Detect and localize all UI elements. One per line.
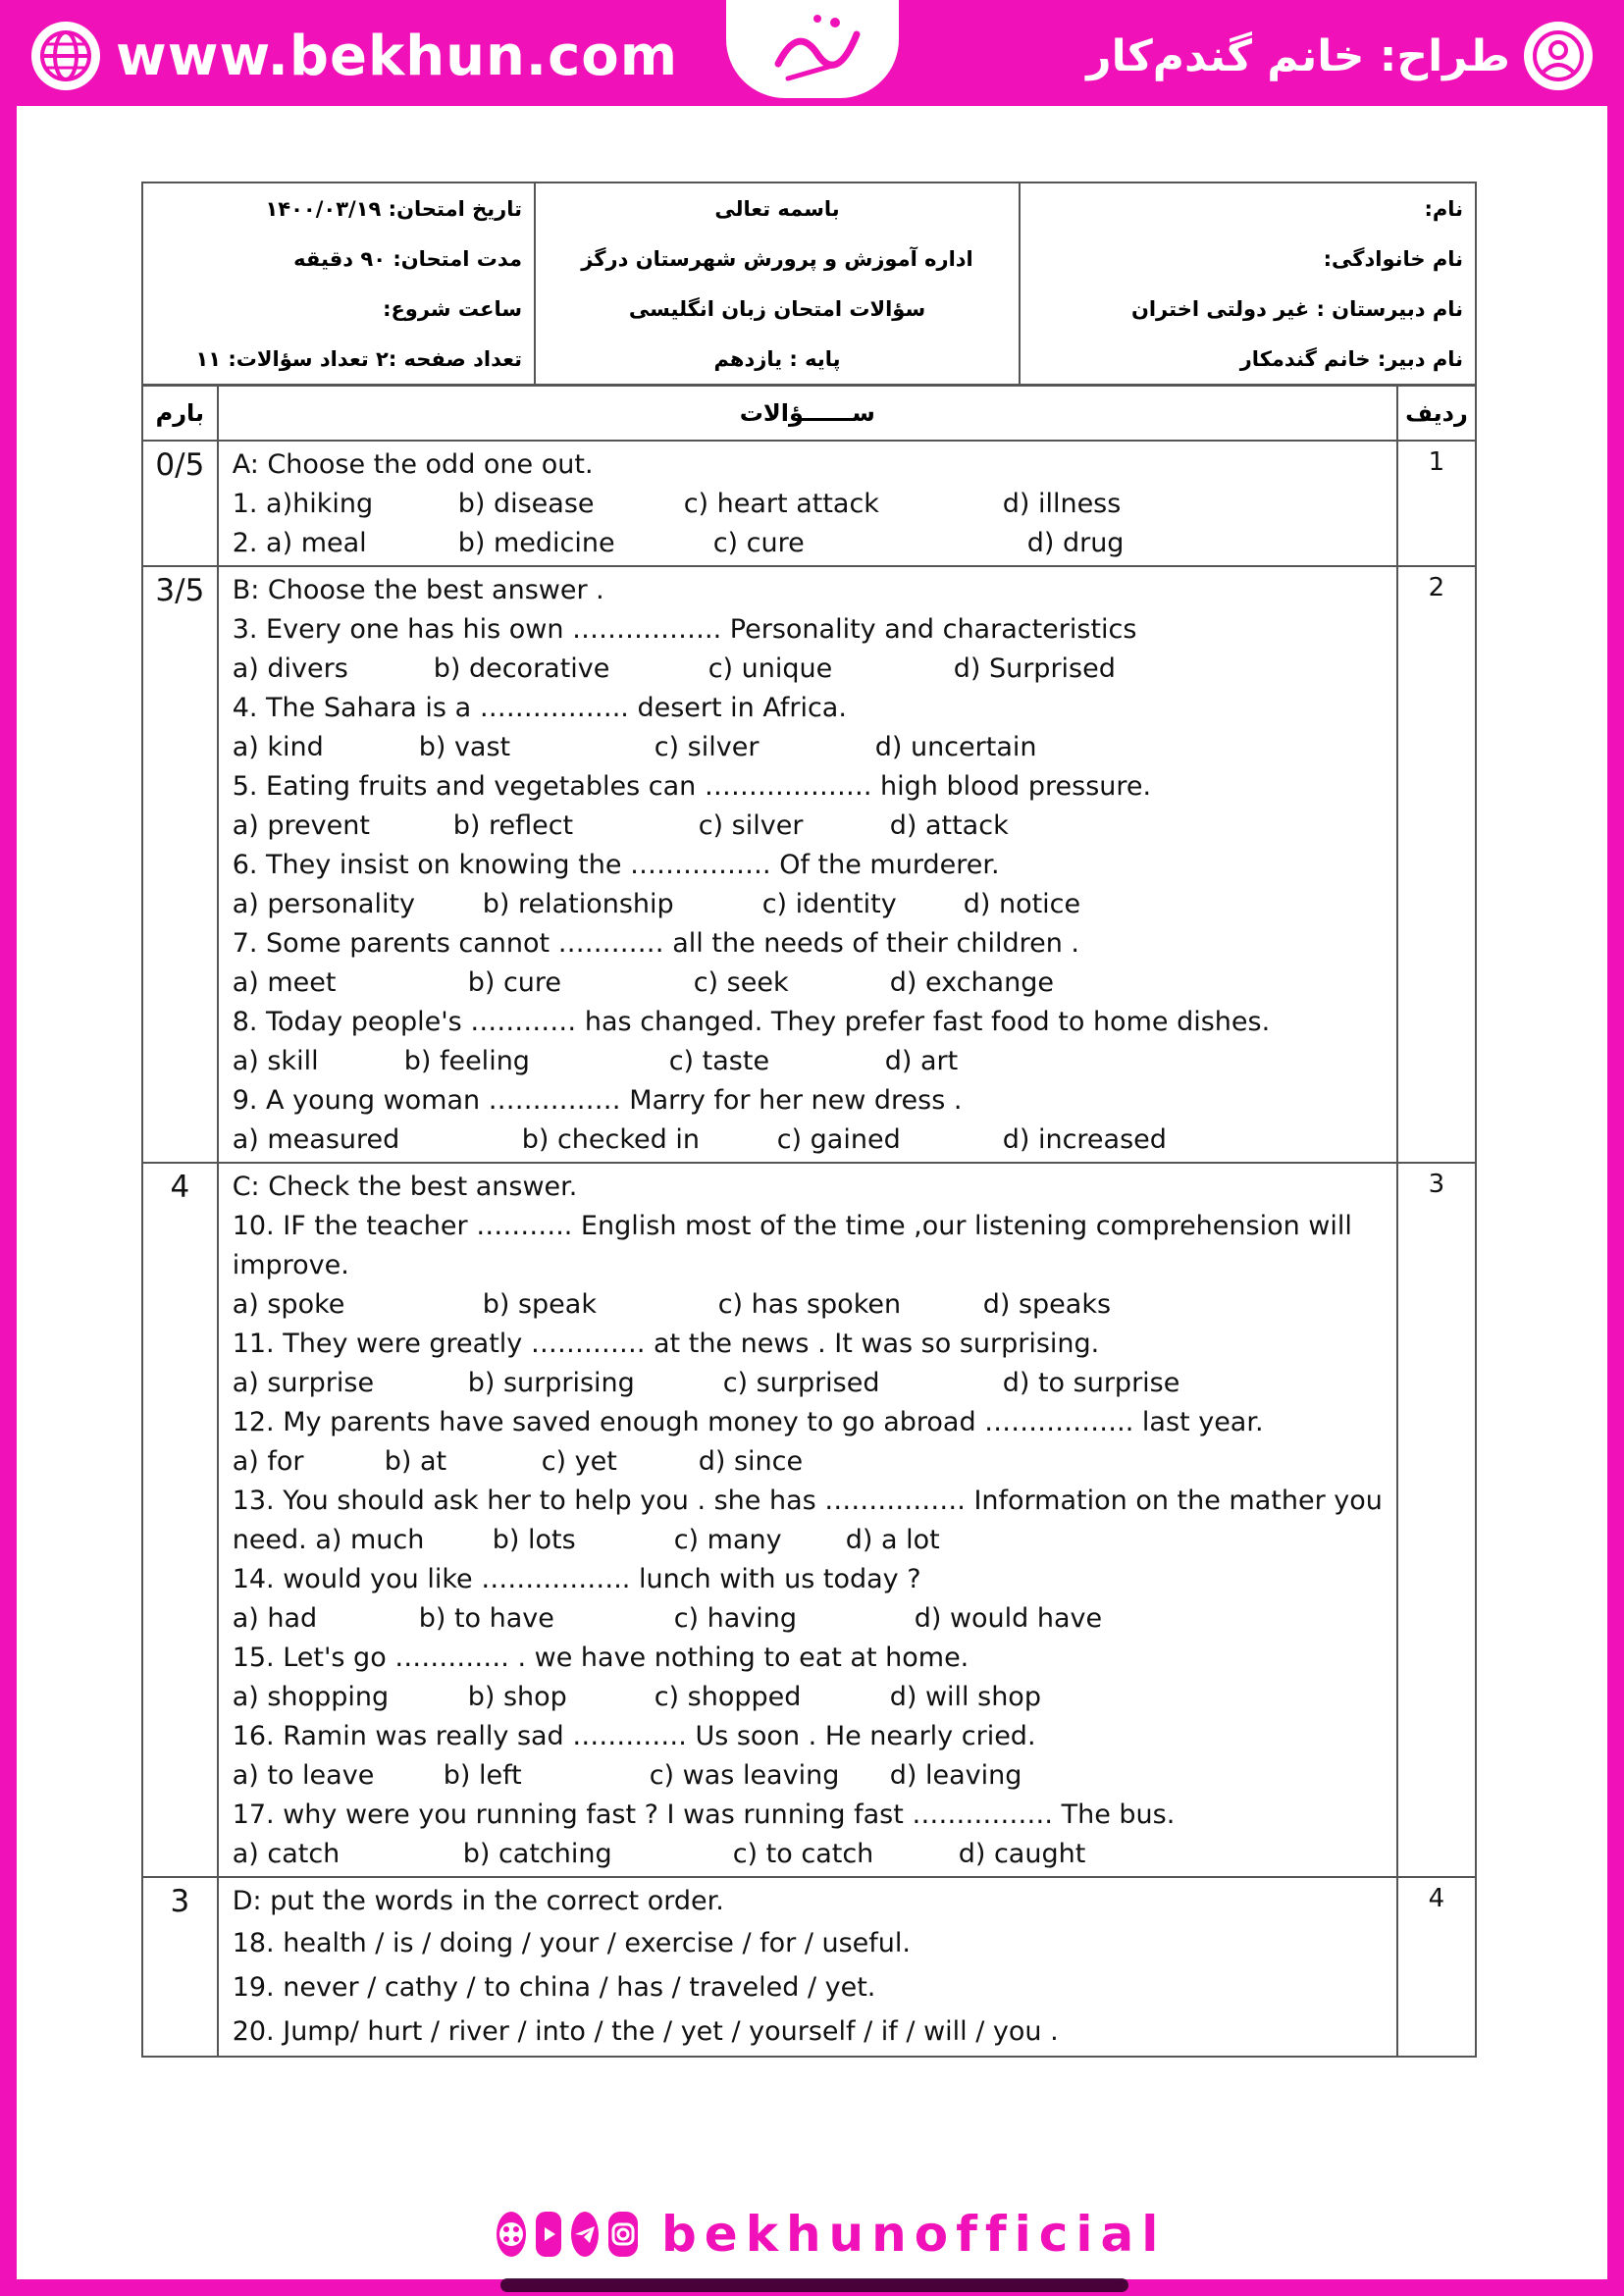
q4-stem: 4. The Sahara is a …………….. desert in Africa. (232, 693, 847, 723)
q7-option-b[interactable]: b) cure (467, 967, 562, 998)
top-bar (0, 0, 1624, 106)
q7-option-c[interactable]: c) seek (693, 967, 789, 998)
q17-option-a[interactable]: a) catch (232, 1839, 341, 1869)
q9-option-d[interactable]: d) increased (1002, 1124, 1167, 1155)
q19-text: 19. never / cathy / to china / has / traveled / yet. (232, 1972, 876, 2003)
exam-date: تاریخ امتحان: ۱۴۰۰/۰۳/۱۹ (265, 197, 522, 221)
q12-option-c[interactable]: c) yet (541, 1446, 617, 1477)
q14-option-a[interactable]: a) had (232, 1603, 318, 1634)
section-c-number: 3 (1397, 1163, 1476, 1877)
q9-option-b[interactable]: b) checked in (521, 1124, 700, 1155)
q13-option-b[interactable]: b) lots (492, 1525, 576, 1555)
score-column-header: بارم (142, 386, 218, 441)
section-a-score: 0/5 (142, 441, 218, 566)
section-a-number: 1 (1397, 441, 1476, 566)
q12-stem: 12. My parents have saved enough money to go abroad …………….. last year. (232, 1407, 1264, 1437)
section-d-row (142, 1877, 1476, 2057)
q16-option-a[interactable]: a) to leave (232, 1760, 375, 1791)
section-c-title: C: Check the best answer. (232, 1172, 578, 1202)
q3-stem: 3. Every one has his own …………….. Personality and characteristics (232, 614, 1137, 645)
section-d-number: 4 (1397, 1877, 1476, 2057)
q15-option-c[interactable]: c) shopped (654, 1682, 802, 1712)
q5-option-a[interactable]: a) prevent (232, 810, 370, 841)
aparat-icon[interactable] (497, 2212, 526, 2257)
q16-option-c[interactable]: c) was leaving (649, 1760, 840, 1791)
exam-counts: تعداد صفحه :۲ تعداد سؤالات: ۱۱ (195, 347, 522, 371)
questions-column-header: ســــــؤالات (218, 386, 1397, 441)
q8-option-b[interactable]: b) feeling (403, 1046, 530, 1076)
q16-option-d[interactable]: d) leaving (889, 1760, 1022, 1791)
q17-option-d[interactable]: d) caught (958, 1839, 1086, 1869)
q4-options (233, 728, 1383, 767)
q3-option-a[interactable]: a) divers (232, 653, 348, 684)
q7-option-d[interactable]: d) exchange (889, 967, 1054, 998)
q2-option-c[interactable]: c) cure (712, 528, 805, 558)
q10-option-c[interactable]: c) has spoken (717, 1289, 902, 1320)
q3-option-d[interactable]: d) Surprised (953, 653, 1116, 684)
exam-grade: پایه : یازدهم (713, 347, 841, 371)
q12-option-b[interactable]: b) at (384, 1446, 447, 1477)
q5-option-b[interactable]: b) reflect (452, 810, 574, 841)
q7-option-a[interactable]: a) meet (232, 967, 337, 998)
section-d-questions (218, 1877, 1397, 2057)
q3-option-c[interactable]: c) unique (707, 653, 833, 684)
q6-option-c[interactable]: c) identity (761, 889, 897, 919)
q16-stem: 16. Ramin was really sad …………. Us soon . He nearly cried. (232, 1721, 1036, 1751)
q11-option-c[interactable]: c) surprised (722, 1368, 880, 1398)
q15-option-a[interactable]: a) shopping (232, 1682, 390, 1712)
q14-stem: 14. would you like …………….. lunch with us today ? (232, 1564, 921, 1594)
exam-table (141, 182, 1477, 386)
q14-option-b[interactable]: b) to have (418, 1603, 554, 1634)
q10-option-a[interactable]: a) spoke (232, 1289, 345, 1320)
q17-option-c[interactable]: c) to catch (732, 1839, 874, 1869)
section-a-title: A: Choose the odd one out. (232, 449, 594, 480)
q1-option-a[interactable]: 1. a)hiking (232, 489, 374, 519)
section-b-questions (218, 566, 1397, 1163)
basmala: باسمه تعالی (714, 197, 840, 221)
q12-option-d[interactable]: d) since (698, 1446, 804, 1477)
q5-stem: 5. Eating fruits and vegetables can ………………. high blood pressure. (232, 771, 1152, 802)
q4-option-a[interactable]: a) kind (232, 732, 324, 762)
social-footer[interactable] (459, 2192, 1167, 2276)
q16-option-b[interactable]: b) left (443, 1760, 522, 1791)
designer-credit (1086, 22, 1593, 90)
q6-option-d[interactable]: d) notice (963, 889, 1081, 919)
q13-stem: 13. You should ask her to help you . she has ……………. Information on the mather you (232, 1486, 1383, 1516)
q14-options (233, 1599, 1383, 1639)
user-icon (1524, 22, 1593, 90)
q6-options (233, 885, 1383, 924)
section-d-title: D: put the words in the correct order. (232, 1886, 724, 1916)
q11-options (233, 1364, 1383, 1403)
header-center (535, 183, 1020, 385)
q8-option-c[interactable]: c) taste (668, 1046, 770, 1076)
site-url: www.bekhun.com (116, 24, 679, 88)
column-header-row (142, 386, 1476, 441)
header-left (142, 183, 535, 385)
q1-options (233, 485, 1383, 524)
q10-options (233, 1285, 1383, 1325)
q10-stem: 10. IF the teacher ……….. English most of the time ,our listening comprehension will improve. (232, 1211, 1352, 1280)
q13-options (233, 1521, 1383, 1560)
section-b-number: 2 (1397, 566, 1476, 1163)
q8-option-a[interactable]: a) skill (232, 1046, 319, 1076)
questions-table (141, 385, 1477, 2058)
q2-option-a[interactable]: 2. a) meal (232, 528, 367, 558)
header-right (1020, 183, 1476, 385)
exam-duration: مدت امتحان: ۹۰ دقیقه (293, 247, 522, 271)
q11-option-d[interactable]: d) to surprise (1002, 1368, 1180, 1398)
q8-option-d[interactable]: d) art (884, 1046, 959, 1076)
social-handle: bekhunofficial (661, 2206, 1167, 2263)
q12-options (233, 1442, 1383, 1482)
globe-icon (31, 22, 100, 90)
q6-stem: 6. They insist on knowing the ……………. Of the murderer. (232, 850, 1000, 880)
q4-option-c[interactable]: c) silver (654, 732, 760, 762)
section-a-row (142, 441, 1476, 566)
q17-option-b[interactable]: b) catching (462, 1839, 612, 1869)
q9-option-a[interactable]: a) measured (232, 1124, 400, 1155)
q3-options (233, 650, 1383, 689)
q2-option-b[interactable]: b) medicine (457, 528, 615, 558)
q14-option-c[interactable]: c) having (673, 1603, 798, 1634)
student-family-label: نام خانوادگی: (1323, 247, 1463, 271)
q15-option-b[interactable]: b) shop (467, 1682, 567, 1712)
section-b-title: B: Choose the best answer . (232, 575, 604, 605)
q1-option-b[interactable]: b) disease (457, 489, 595, 519)
footer-shadow (500, 2278, 1128, 2292)
section-d-score: 3 (142, 1877, 218, 2057)
section-b-row (142, 566, 1476, 1163)
q10-option-d[interactable]: d) speaks (982, 1289, 1112, 1320)
q11-option-b[interactable]: b) surprising (467, 1368, 635, 1398)
q5-option-d[interactable]: d) attack (889, 810, 1009, 841)
q9-option-c[interactable]: c) gained (776, 1124, 901, 1155)
q12-option-a[interactable]: a) for (232, 1446, 304, 1477)
q18-text: 18. health / is / doing / your / exercise / for / useful. (232, 1928, 911, 1958)
telegram-icon[interactable] (571, 2212, 599, 2257)
exam-start: ساعت شروع: (383, 297, 522, 321)
q2-option-d[interactable]: d) drug (1026, 528, 1125, 558)
row-column-header: ردیف (1397, 386, 1476, 441)
q1-option-d[interactable]: d) illness (1002, 489, 1122, 519)
q17-stem: 17. why were you running fast ? I was running fast ……………. The bus. (232, 1800, 1176, 1830)
q20-text: 20. Jump/ hurt / river / into / the / yet / yourself / if / will / you . (232, 2016, 1059, 2047)
q9-options (233, 1121, 1383, 1160)
youtube-icon[interactable] (536, 2212, 561, 2257)
student-name-label: نام: (1424, 197, 1463, 221)
q1-option-c[interactable]: c) heart attack (683, 489, 879, 519)
teacher-name: نام دبیر: خانم گندمکار (1239, 347, 1463, 371)
education-office: اداره آموزش و پرورش شهرستان درگز (581, 247, 973, 271)
q4-option-b[interactable]: b) vast (418, 732, 511, 762)
q14-option-d[interactable]: d) would have (914, 1603, 1103, 1634)
section-c-row (142, 1163, 1476, 1877)
q2-options (233, 524, 1383, 563)
q13-option-a[interactable]: need. a) much (232, 1525, 425, 1555)
q15-stem: 15. Let's go …………. . we have nothing to eat at home. (232, 1643, 969, 1673)
exam-subject: سؤالات امتحان زبان انگلیسی (628, 297, 926, 321)
q9-stem: 9. A young woman …………… Marry for her new dress . (232, 1085, 963, 1116)
q11-option-a[interactable]: a) surprise (232, 1368, 375, 1398)
section-c-questions (218, 1163, 1397, 1877)
q5-options (233, 807, 1383, 846)
site-link[interactable] (31, 22, 678, 90)
q17-options (233, 1835, 1383, 1874)
section-a-questions (218, 441, 1397, 566)
section-b-score: 3/5 (142, 566, 218, 1163)
q4-option-d[interactable]: d) uncertain (874, 732, 1037, 762)
q15-option-d[interactable]: d) will shop (889, 1682, 1041, 1712)
exam-header-row (142, 183, 1476, 385)
q7-options (233, 964, 1383, 1003)
q6-option-a[interactable]: a) personality (232, 889, 416, 919)
section-c-score: 4 (142, 1163, 218, 1877)
q7-stem: 7. Some parents cannot ………… all the needs of their children . (232, 928, 1079, 959)
q10-option-b[interactable]: b) speak (482, 1289, 597, 1320)
designer-name: طراح: خانم گندم‌کار (1086, 30, 1510, 81)
q3-option-b[interactable]: b) decorative (433, 653, 610, 684)
q13-option-d[interactable]: d) a lot (845, 1525, 940, 1555)
q6-option-b[interactable]: b) relationship (482, 889, 674, 919)
q15-options (233, 1678, 1383, 1717)
school-name: نام دبیرستان : غیر دولتی اختران (1130, 297, 1463, 321)
q8-stem: 8. Today people's ………… has changed. They prefer fast food to home dishes. (232, 1007, 1271, 1037)
q16-options (233, 1756, 1383, 1796)
q11-stem: 11. They were greatly …………. at the news . It was so surprising. (232, 1329, 1100, 1359)
q8-options (233, 1042, 1383, 1081)
instagram-icon[interactable] (608, 2212, 638, 2257)
brand-logo (726, 0, 899, 98)
q5-option-c[interactable]: c) silver (698, 810, 804, 841)
q13-option-c[interactable]: c) many (673, 1525, 782, 1555)
